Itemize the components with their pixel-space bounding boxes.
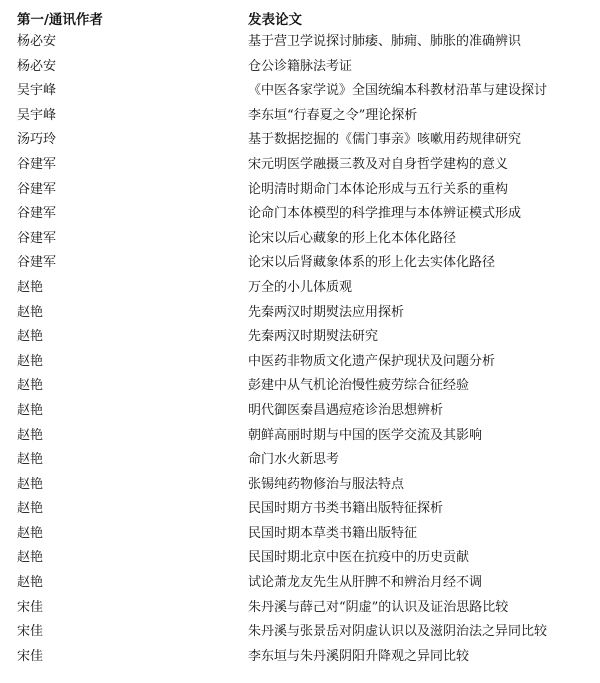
author-cell: 汤巧玲 xyxy=(17,132,57,148)
table-row xyxy=(0,575,600,600)
author-cell: 赵艳 xyxy=(17,329,44,345)
author-cell: 吴宇峰 xyxy=(17,107,57,123)
author-cell: 赵艳 xyxy=(17,304,44,320)
table-row xyxy=(0,305,600,330)
table-row xyxy=(0,34,600,59)
paper-title-cell: 命门水火新思考 xyxy=(248,452,340,468)
table-row xyxy=(0,624,600,649)
author-cell: 赵艳 xyxy=(17,525,44,541)
paper-title-cell: 彭建中从气机论治慢性疲劳综合征经验 xyxy=(248,378,470,394)
table-row xyxy=(0,649,600,674)
author-cell: 赵艳 xyxy=(17,452,44,468)
paper-title-cell: 民国时期方书类书籍出版特征探析 xyxy=(248,501,444,517)
table-row xyxy=(0,452,600,477)
author-cell: 赵艳 xyxy=(17,501,44,517)
table-row xyxy=(0,354,600,379)
table-row xyxy=(0,255,600,280)
paper-title-cell: 先秦两汉时期熨法研究 xyxy=(248,329,379,345)
paper-title-cell: 张锡纯药物修治与服法特点 xyxy=(248,476,405,492)
paper-title-cell: 仓公诊籍脉法考证 xyxy=(248,58,353,74)
table-row xyxy=(0,600,600,625)
table-row xyxy=(0,132,600,157)
table-row xyxy=(0,108,600,133)
table-row xyxy=(0,526,600,551)
paper-title-cell: 基于营卫学说探讨肺痿、肺痈、肺胀的准确辨识 xyxy=(248,34,522,49)
paper-title-cell: 民国时期本草类书籍出版特征 xyxy=(248,525,418,541)
author-cell: 谷建军 xyxy=(17,156,57,172)
paper-title-cell: 论明清时期命门本体论形成与五行关系的重构 xyxy=(248,181,509,197)
author-cell: 杨必安 xyxy=(17,34,57,49)
table-row xyxy=(0,477,600,502)
paper-title-cell: 明代御医秦昌遇痘疮诊治思想辨析 xyxy=(248,402,444,418)
table-row xyxy=(0,182,600,207)
author-cell: 赵艳 xyxy=(17,575,44,591)
table-row xyxy=(0,501,600,526)
table-row xyxy=(0,83,600,108)
author-cell: 宋佳 xyxy=(17,624,44,640)
author-cell: 杨必安 xyxy=(17,58,57,74)
paper-title-cell: 李东垣“行春夏之令”理论探析 xyxy=(248,107,418,123)
author-cell: 吴宇峰 xyxy=(17,83,57,99)
paper-title-cell: 基于数据挖掘的《儒门事亲》咳嗽用药规律研究 xyxy=(248,132,522,148)
author-cell: 谷建军 xyxy=(17,206,57,222)
author-cell: 赵艳 xyxy=(17,550,44,566)
author-cell: 赵艳 xyxy=(17,279,44,295)
paper-title-cell: 朝鲜高丽时期与中国的医学交流及其影响 xyxy=(248,427,483,443)
paper-title-cell: 万全的小儿体质观 xyxy=(248,279,353,295)
table-row xyxy=(0,550,600,575)
table-row xyxy=(0,206,600,231)
author-cell: 赵艳 xyxy=(17,353,44,369)
author-cell: 赵艳 xyxy=(17,402,44,418)
paper-title-cell: 论命门本体模型的科学推理与本体辨证模式形成 xyxy=(248,206,522,222)
table-row xyxy=(0,403,600,428)
table-row xyxy=(0,157,600,182)
paper-title-cell: 中医药非物质文化遗产保护现状及问题分析 xyxy=(248,353,496,369)
author-cell: 赵艳 xyxy=(17,476,44,492)
paper-title-cell: 论宋以后肾藏象体系的形上化去实体化路径 xyxy=(248,255,496,271)
author-cell: 谷建军 xyxy=(17,255,57,271)
paper-title-cell: 试论萧龙友先生从肝脾不和辨治月经不调 xyxy=(248,575,483,591)
paper-title-cell: 李东垣与朱丹溪阴阳升降观之异同比较 xyxy=(248,648,470,664)
table-row xyxy=(0,378,600,403)
table-row xyxy=(0,329,600,354)
table-row xyxy=(0,280,600,305)
table-header xyxy=(0,8,600,28)
author-cell: 宋佳 xyxy=(17,648,44,664)
publication-rows xyxy=(0,34,600,673)
paper-title-cell: 宋元明医学融摄三教及对自身哲学建构的意义 xyxy=(248,156,509,172)
table-row xyxy=(0,59,600,84)
paper-title-cell: 先秦两汉时期熨法应用探析 xyxy=(248,304,405,320)
author-column-header: 第一/通讯作者 xyxy=(17,12,103,28)
paper-title-cell: 《中医各家学说》全国统编本科教材沿革与建设探讨 xyxy=(248,83,548,99)
author-cell: 宋佳 xyxy=(17,599,44,615)
table-row xyxy=(0,231,600,256)
author-cell: 赵艳 xyxy=(17,378,44,394)
paper-title-cell: 朱丹溪与薛己对“阴虚”的认识及证治思路比较 xyxy=(248,599,509,615)
paper-column-header: 发表论文 xyxy=(248,12,302,28)
author-cell: 赵艳 xyxy=(17,427,44,443)
paper-title-cell: 论宋以后心藏象的形上化本体化路径 xyxy=(248,230,457,246)
author-cell: 谷建军 xyxy=(17,181,57,197)
paper-title-cell: 民国时期北京中医在抗疫中的历史贡献 xyxy=(248,550,470,566)
table-row xyxy=(0,428,600,453)
paper-title-cell: 朱丹溪与张景岳对阴虚认识以及滋阴治法之异同比较 xyxy=(248,624,548,640)
author-cell: 谷建军 xyxy=(17,230,57,246)
